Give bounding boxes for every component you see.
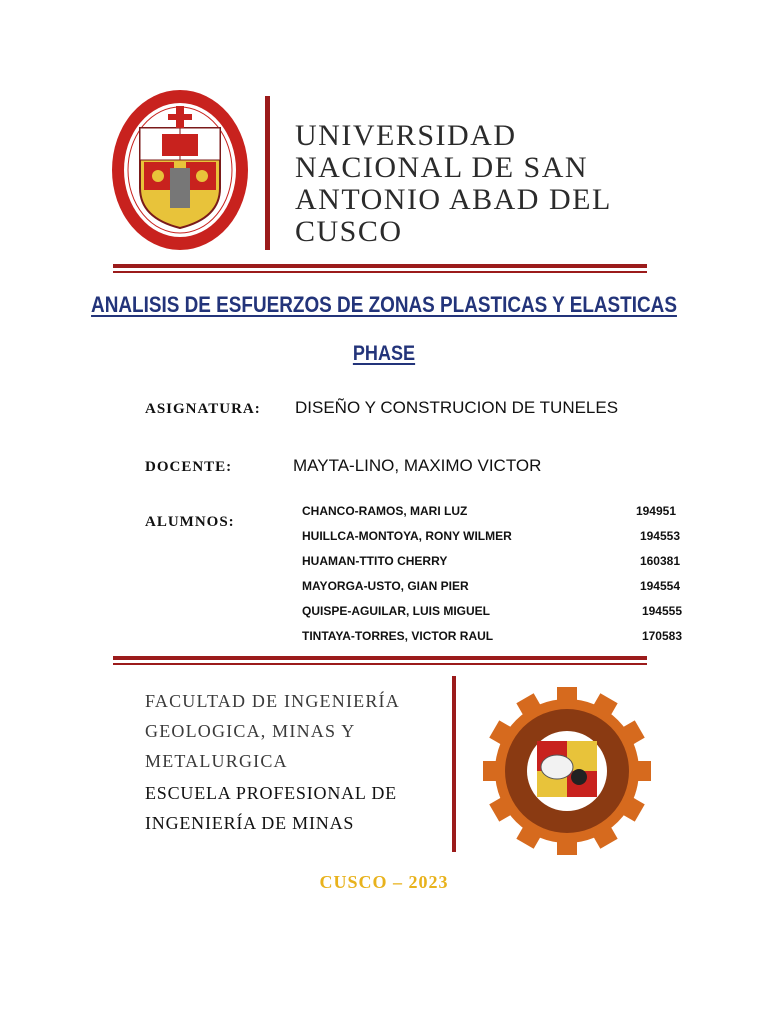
footer-rule xyxy=(113,656,647,665)
students-label: ALUMNOS: xyxy=(145,514,235,530)
faculty-line-2: GEOLOGICA, MINAS Y xyxy=(145,721,356,741)
student-name: HUAMAN-TTITO CHERRY xyxy=(302,554,448,568)
university-seal-icon xyxy=(110,88,250,252)
student-name: MAYORGA-USTO, GIAN PIER xyxy=(302,579,469,593)
student-name: QUISPE-AGUILAR, LUIS MIGUEL xyxy=(302,604,491,618)
student-name: CHANCO-RAMOS, MARI LUZ xyxy=(302,504,468,518)
university-name-line-1: UNIVERSIDAD xyxy=(295,119,517,152)
school-name xyxy=(145,778,397,838)
list-item xyxy=(302,625,682,650)
student-code: 194555 xyxy=(641,604,682,618)
student-code: 194554 xyxy=(639,579,680,593)
student-code: 194951 xyxy=(635,504,676,518)
student-code: 160381 xyxy=(639,554,680,568)
list-item xyxy=(302,550,682,575)
school-line-2: INGENIERÍA DE MINAS xyxy=(145,813,355,833)
list-item xyxy=(302,525,682,550)
student-name: HUILLCA-MONTOYA, RONY WILMER xyxy=(302,529,512,543)
list-item xyxy=(302,500,682,525)
university-name-line-3: ANTONIO ABAD DEL xyxy=(295,183,612,216)
faculty-line-3: METALURGICA xyxy=(145,751,288,771)
student-list xyxy=(302,500,682,650)
subject-value: DISEÑO Y CONSTRUCION DE TUNELES xyxy=(295,398,619,417)
list-item xyxy=(302,600,682,625)
subject-label: ASIGNATURA: xyxy=(145,401,261,417)
teacher-label: DOCENTE: xyxy=(145,459,233,475)
university-name-line-4: CUSCO xyxy=(295,215,403,248)
university-name xyxy=(295,120,715,248)
school-line-1: ESCUELA PROFESIONAL DE xyxy=(145,783,397,803)
faculty-name xyxy=(145,686,400,776)
student-code: 194553 xyxy=(639,529,680,543)
header-rule xyxy=(113,264,647,273)
header-divider-vertical xyxy=(265,96,270,250)
document-subtitle: PHASE xyxy=(352,342,416,365)
student-name: TINTAYA-TORRES, VICTOR RAUL xyxy=(302,629,494,643)
document-title: ANALISIS DE ESFUERZOS DE ZONAS PLASTICAS Y ELASTICAS xyxy=(91,292,677,317)
mining-engineering-gear-icon xyxy=(478,686,656,856)
list-item xyxy=(302,575,682,600)
student-code: 170583 xyxy=(641,629,682,643)
footer-divider-vertical xyxy=(452,676,456,852)
university-name-line-2: NACIONAL DE SAN xyxy=(295,151,589,184)
faculty-line-1: FACULTAD DE INGENIERÍA xyxy=(145,691,400,711)
city-year: CUSCO – 2023 xyxy=(319,872,449,892)
teacher-value: MAYTA-LINO, MAXIMO VICTOR xyxy=(293,456,542,475)
